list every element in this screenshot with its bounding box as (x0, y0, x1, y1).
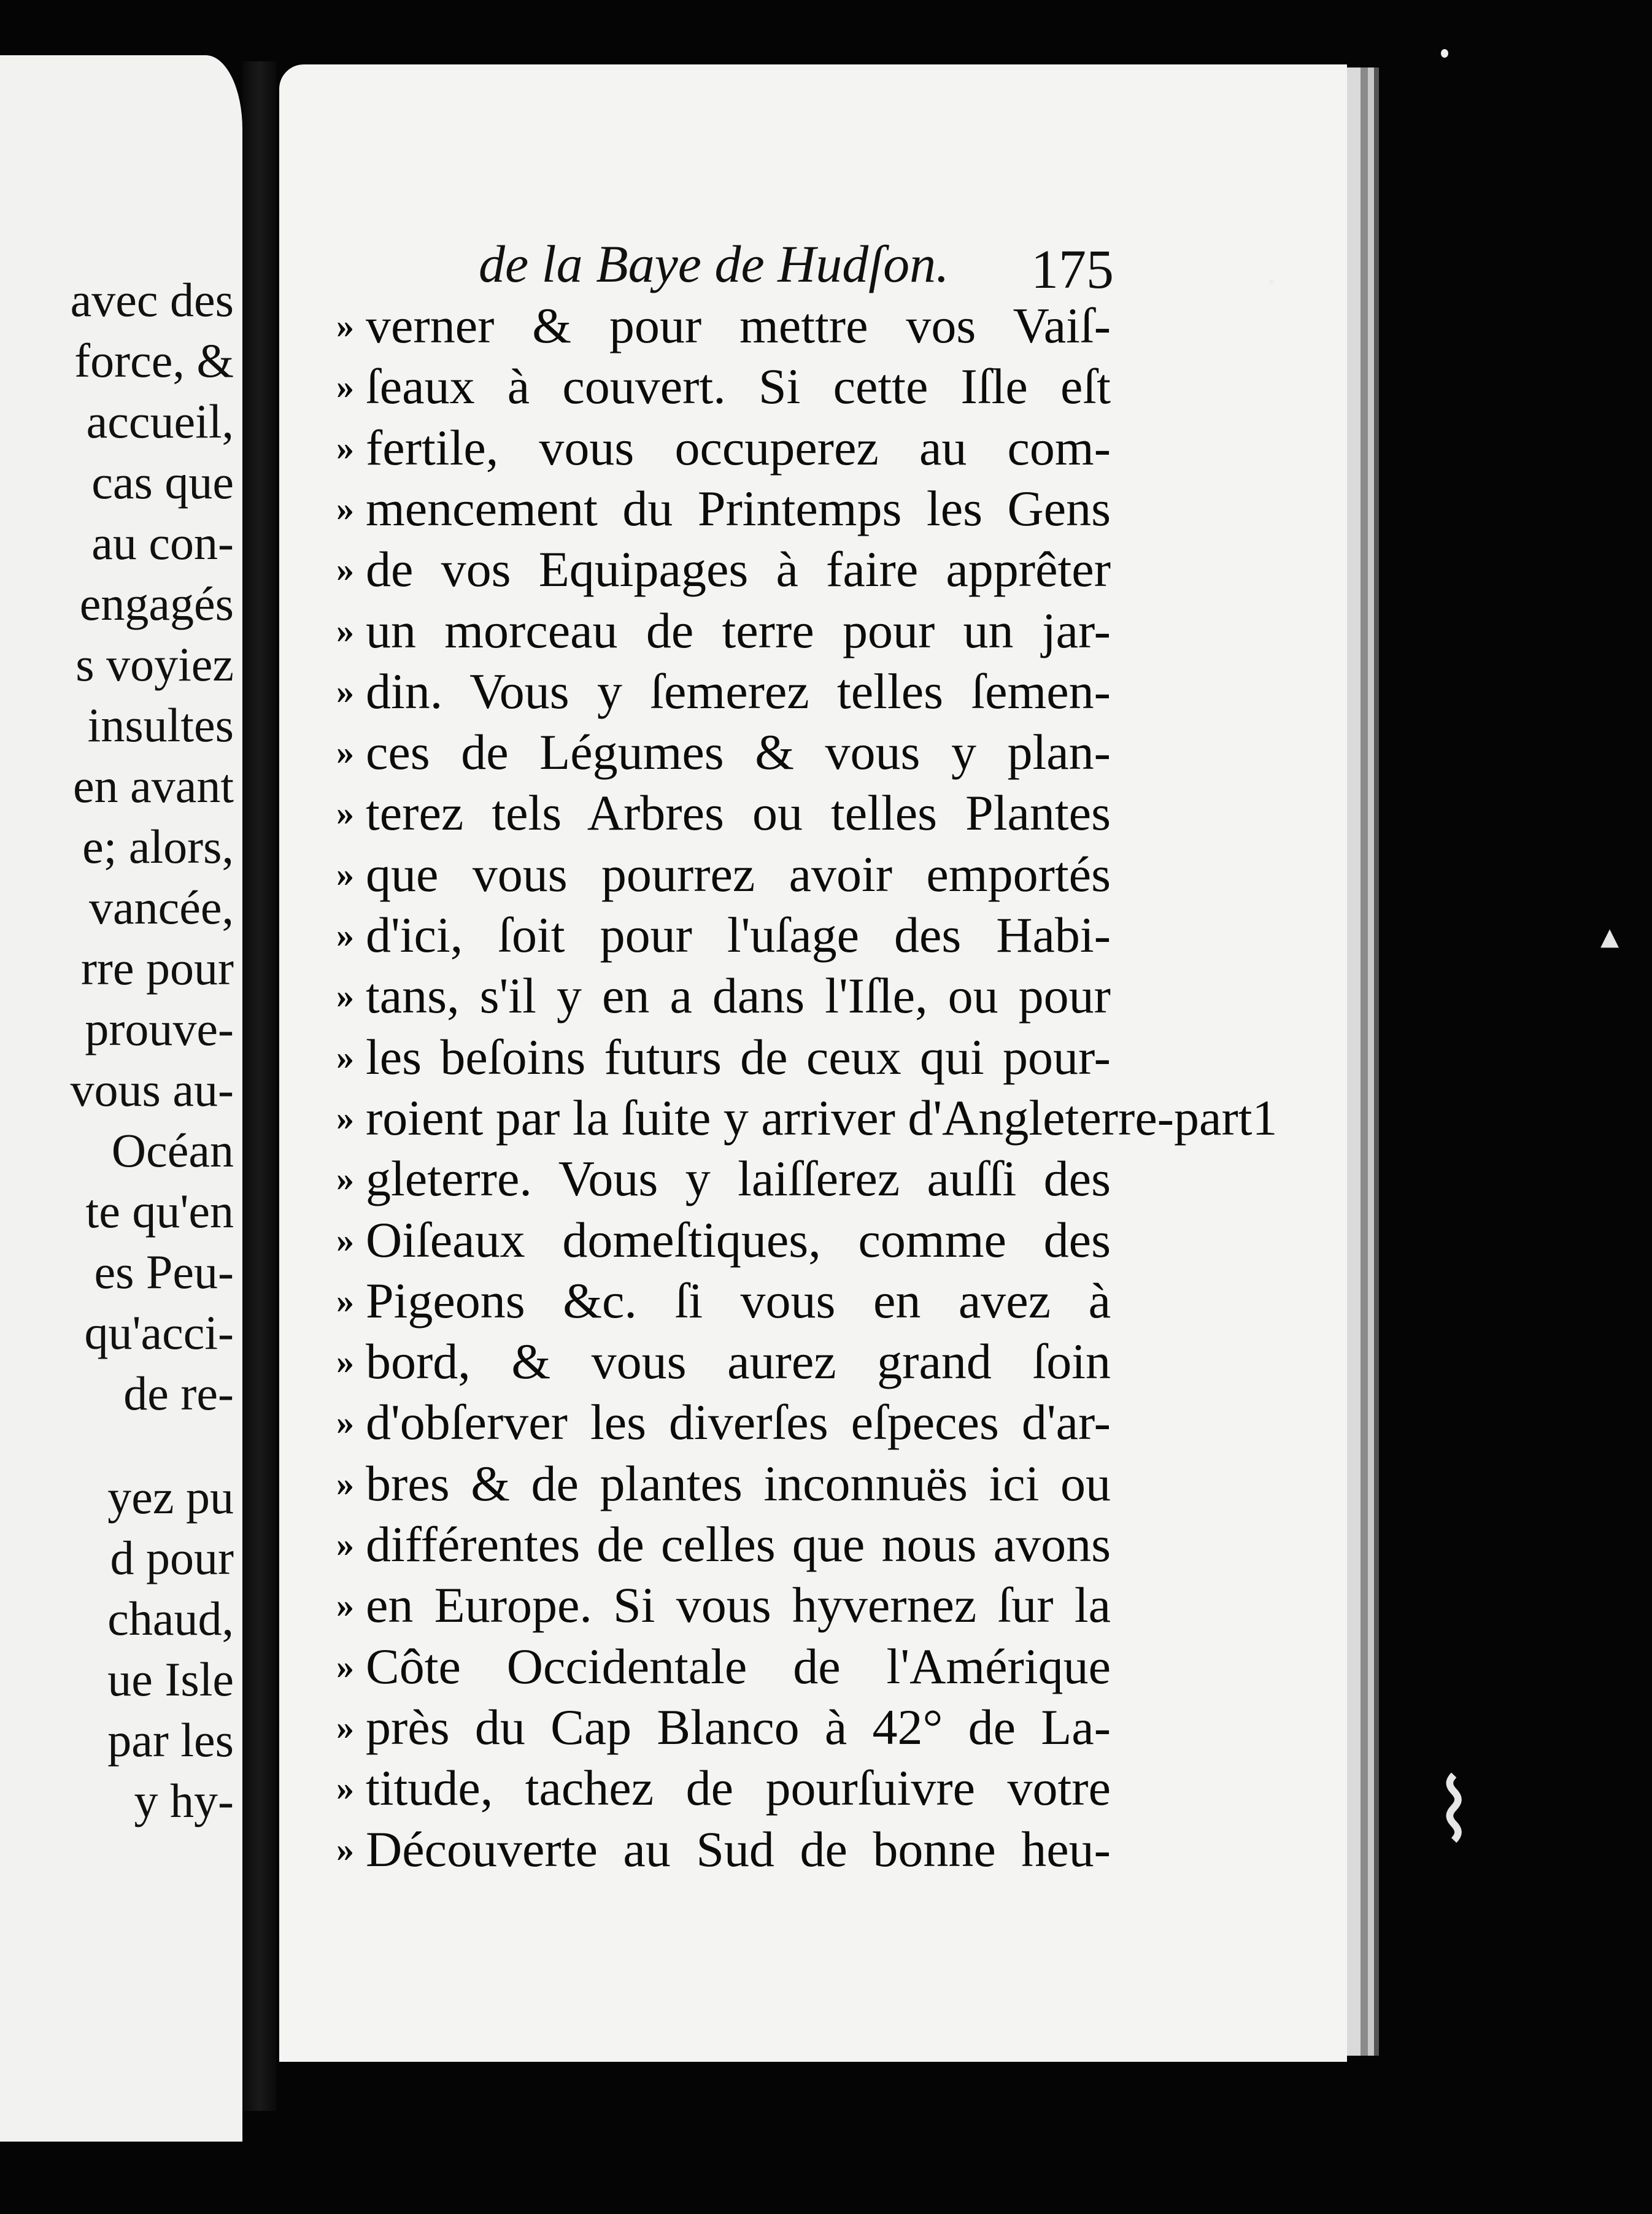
body-line-text: d'obſerver les diverſes eſpeces d'ar- (366, 1394, 1111, 1451)
body-line-text: mencement du Printemps les Gens (366, 480, 1111, 536)
left-page-line: chaud, (107, 1592, 234, 1645)
body-line (336, 906, 1111, 965)
body-line (336, 1820, 1111, 1879)
left-page-line: te qu'en (85, 1184, 234, 1238)
guillemet-mark: » (336, 1341, 354, 1382)
body-line-text: bres & de plantes inconnuës ici ou (366, 1455, 1111, 1511)
body-line-text: différentes de celles que nous avons (366, 1516, 1111, 1572)
left-page-line: accueil, (86, 395, 234, 448)
speck (1269, 279, 1275, 285)
body-line-text: un morceau de terre pour un jar- (366, 602, 1111, 658)
guillemet-mark: » (336, 1585, 354, 1626)
body-line (336, 1028, 1111, 1087)
body-line-text: ſeaux à couvert. Si cette Iſle eſt (366, 358, 1111, 415)
guillemet-mark: » (336, 854, 354, 894)
left-page-line: vous au- (70, 1063, 234, 1116)
body-line-text: de vos Equipages à faire apprêter (366, 541, 1111, 598)
body-line (336, 845, 1111, 904)
body-line (336, 296, 1111, 355)
guillemet-mark: » (336, 915, 354, 955)
body-line (336, 1332, 1111, 1391)
left-page-line: e; alors, (82, 820, 234, 873)
left-page-line: ue Isle (107, 1653, 234, 1706)
guillemet-mark: » (336, 793, 354, 833)
body-line (336, 662, 1111, 721)
guillemet-mark: » (336, 1219, 354, 1260)
page-edge (1374, 68, 1379, 2056)
guillemet-mark: » (336, 1646, 354, 1686)
guillemet-mark: » (336, 488, 354, 528)
left-page-line: y hy- (134, 1774, 234, 1827)
left-page-line: rre pour (80, 941, 234, 995)
page-number: 175 (1031, 239, 1114, 300)
body-line-text: fertile, vous occuperez au com- (366, 419, 1111, 476)
guillemet-mark: » (336, 1402, 354, 1443)
body-line-text: près du Cap Blanco à 42° de La- (366, 1699, 1111, 1755)
body-line-text: bord, & vous aurez grand ſoin (366, 1333, 1111, 1390)
body-line (336, 1271, 1111, 1330)
guillemet-mark: » (336, 1707, 354, 1747)
left-page-line: qu'acci- (84, 1306, 234, 1359)
left-page-line: insultes (87, 698, 234, 752)
guillemet-mark: » (336, 1524, 354, 1564)
running-head: de la Baye de Hudſon. (479, 234, 949, 293)
body-line (336, 966, 1111, 1025)
body-line-text: din. Vous y ſemerez telles ſemen- (366, 663, 1111, 719)
left-page-line: prouve- (85, 1002, 234, 1055)
guillemet-mark: » (336, 1159, 354, 1199)
guillemet-mark: » (336, 1829, 354, 1869)
body-line-text: que vous pourrez avoir emportés (366, 846, 1111, 902)
guillemet-mark: » (336, 1036, 354, 1077)
guillemet-mark: » (336, 671, 354, 711)
body-line (336, 784, 1111, 843)
left-page-line: s voyiez (75, 638, 234, 691)
body-line (336, 357, 1111, 416)
body-line-text: roient par la ſuite y arriver d'Angleterre-part1 (366, 1089, 1278, 1146)
body-line-text: tans, s'il y en a dans l'Iſle, ou pour (366, 968, 1111, 1024)
body-line-text: les beſoins futurs de ceux qui pour- (366, 1028, 1111, 1085)
left-page-line: de re- (123, 1367, 234, 1420)
left-page-line: en avant (72, 759, 234, 812)
body-line (336, 1393, 1111, 1452)
left-page-line: es Peu- (94, 1245, 234, 1298)
page-edge (1368, 68, 1374, 2056)
body-line (336, 1637, 1111, 1696)
body-line (336, 1515, 1111, 1574)
guillemet-mark: » (336, 306, 354, 345)
left-page-line: au con- (91, 516, 234, 569)
guillemet-mark: » (336, 1768, 354, 1808)
guillemet-mark: » (336, 366, 354, 407)
body-line (336, 1454, 1111, 1513)
guillemet-mark: » (336, 549, 354, 590)
book-gutter (242, 61, 276, 2111)
body-line (336, 1759, 1111, 1818)
body-line (336, 479, 1111, 538)
page-edge (1347, 68, 1361, 2056)
left-page-line: cas que (91, 455, 234, 509)
guillemet-mark: » (336, 1280, 354, 1321)
body-line-text: Côte Occidentale de l'Amérique (366, 1638, 1111, 1694)
left-page-line: force, & (74, 334, 234, 387)
left-page-line: par les (107, 1713, 234, 1767)
speck: ▴ (1600, 914, 1619, 957)
body-line (336, 540, 1111, 599)
left-page-line: avec des (70, 273, 234, 326)
guillemet-mark: » (336, 1097, 354, 1138)
guillemet-mark: » (336, 427, 354, 468)
left-page-line: d pour (110, 1531, 234, 1584)
body-line-text: titude, tachez de pourſuivre votre (366, 1760, 1111, 1816)
body-line (336, 723, 1111, 782)
guillemet-mark: » (336, 732, 354, 773)
body-line-text: verner & pour mettre vos Vaiſ- (366, 298, 1111, 353)
body-line-text: Découverte au Sud de bonne heu- (366, 1821, 1111, 1877)
guillemet-mark: » (336, 610, 354, 650)
scratch-mark: ⌇ (1433, 1761, 1475, 1861)
body-line (336, 1089, 1278, 1148)
body-line-text: d'ici, ſoit pour l'uſage des Habi- (366, 907, 1111, 963)
body-line (336, 1698, 1111, 1757)
left-page-line: Océan (111, 1124, 234, 1177)
left-page-line: engagés (79, 577, 234, 630)
guillemet-mark: » (336, 1463, 354, 1503)
body-line (336, 1149, 1111, 1208)
body-line (336, 418, 1111, 477)
left-page-line: yez pu (107, 1470, 234, 1524)
body-line-text: gleterre. Vous y laiſſerez auſſi des (366, 1151, 1111, 1207)
body-line (336, 601, 1111, 660)
body-line-text: ces de Légumes & vous y plan- (366, 724, 1111, 781)
guillemet-mark: » (336, 976, 354, 1016)
left-page-line: vancée, (89, 881, 234, 934)
body-line (336, 1576, 1111, 1635)
body-line-text: Pigeons &c. ſi vous en avez à (366, 1272, 1111, 1329)
speck (1441, 49, 1448, 58)
body-line-text: en Europe. Si vous hyvernez ſur la (366, 1577, 1111, 1634)
body-line-text: terez tels Arbres ou telles Plantes (366, 785, 1111, 841)
page-edge (1361, 68, 1368, 2056)
body-line-text: Oiſeaux domeſtiques, comme des (366, 1211, 1111, 1268)
left-page (0, 55, 242, 2142)
body-line (336, 1211, 1111, 1270)
